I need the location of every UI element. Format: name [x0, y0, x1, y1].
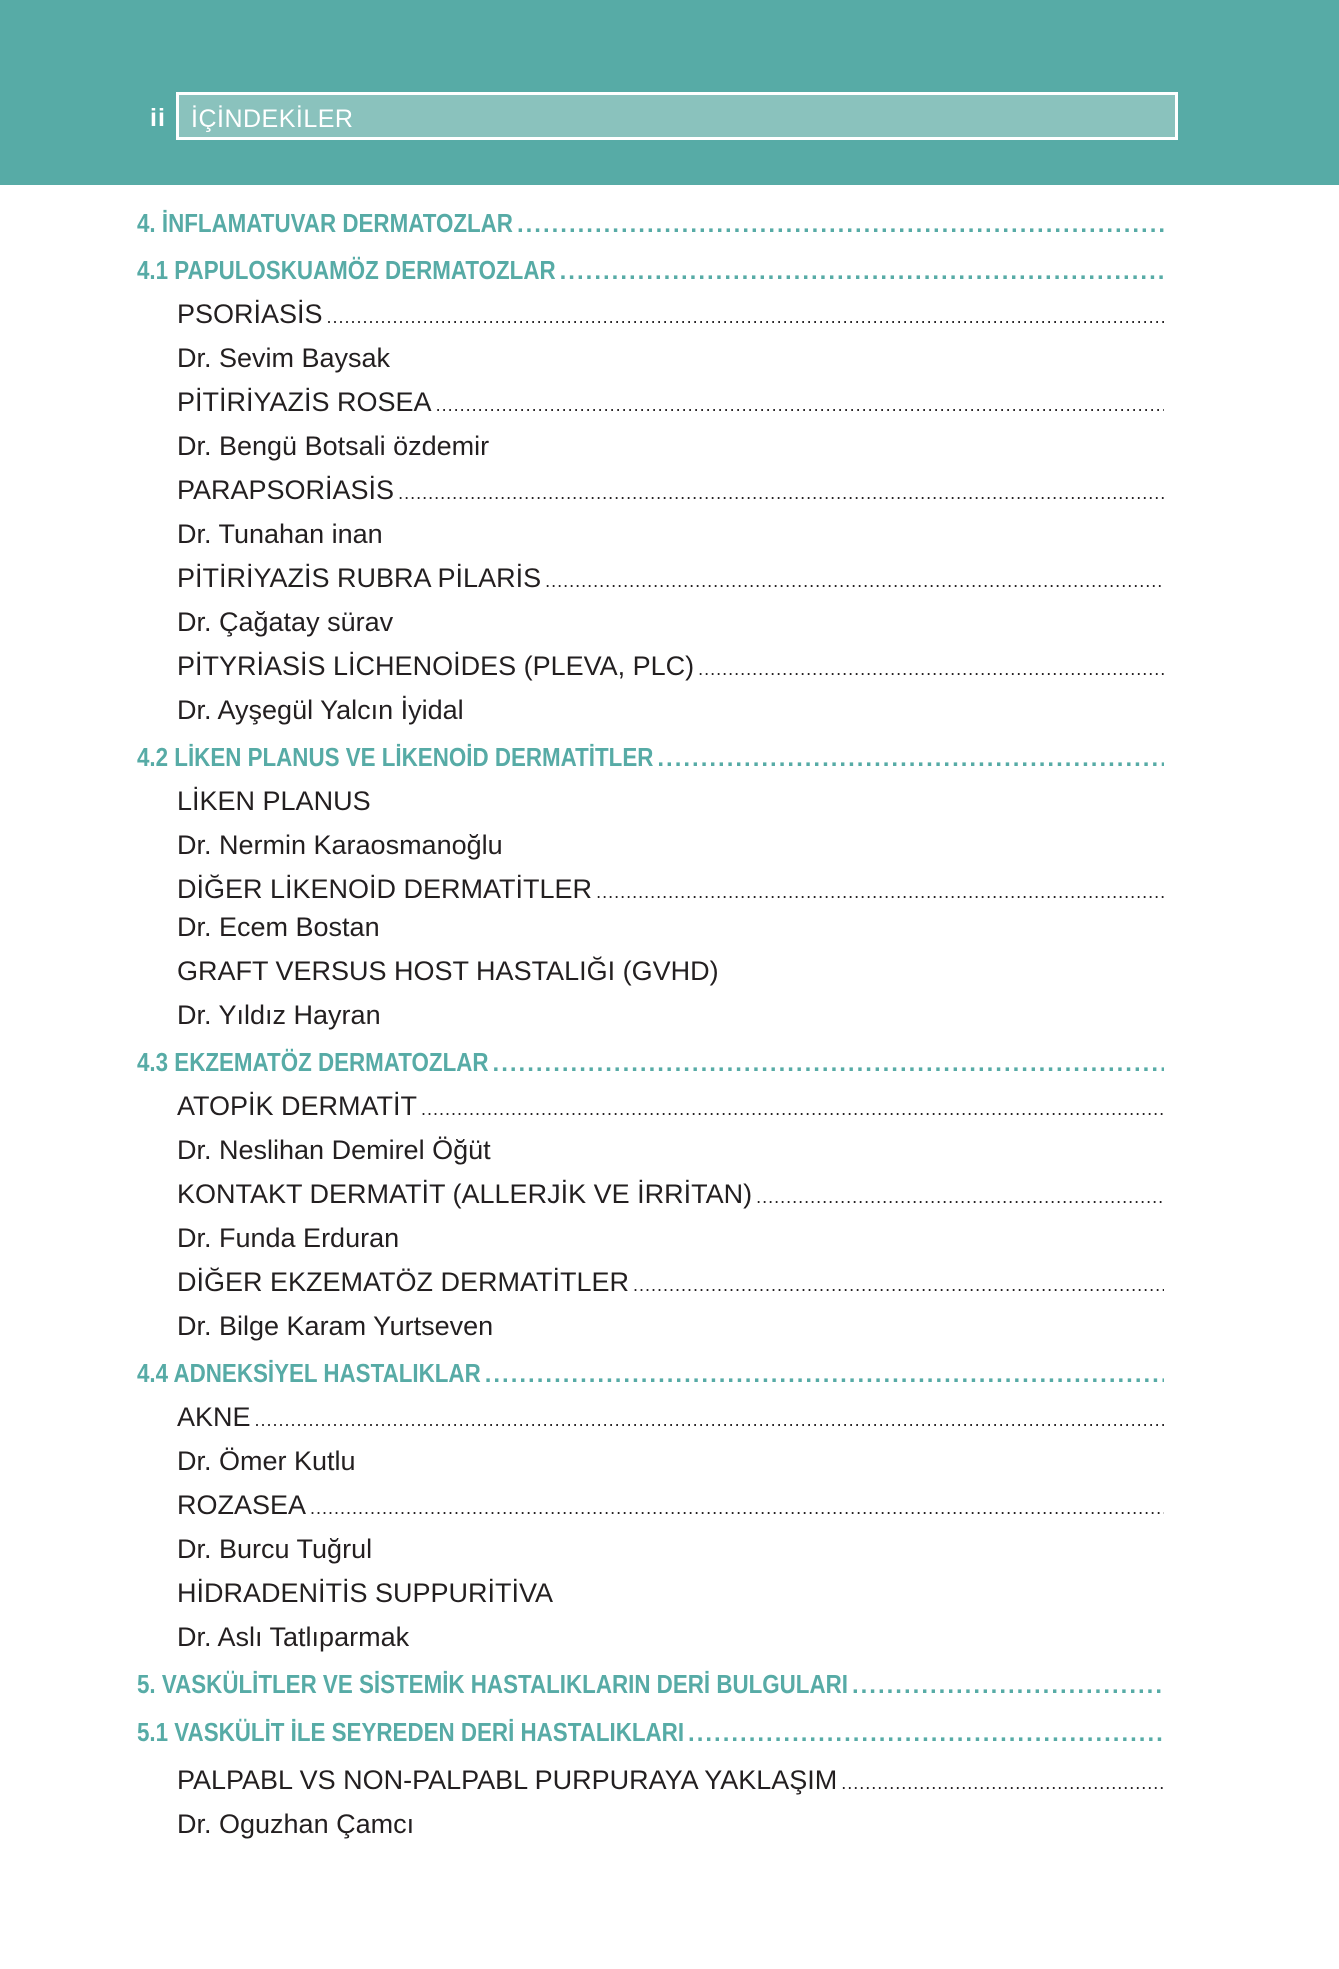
toc-entry — [177, 1179, 1164, 1210]
toc-label: 4. İNFLAMATUVAR DERMATOZLAR — [137, 208, 513, 238]
toc-entry — [177, 387, 1164, 418]
toc-label: Dr. Sevim Baysak — [177, 343, 391, 373]
toc-label: 4.2 LİKEN PLANUS VE LİKENOİD DERMATİTLER — [137, 742, 654, 772]
toc-author — [177, 1809, 1164, 1840]
header-band — [0, 0, 1339, 185]
dot-leader — [255, 1410, 1164, 1431]
toc-label: Dr. Funda Erduran — [177, 1223, 400, 1253]
toc-label: Dr. Bilge Karam Yurtseven — [177, 1311, 494, 1341]
dot-leader — [436, 395, 1164, 416]
toc-author — [177, 519, 1164, 550]
toc-label: AKNE — [177, 1402, 251, 1432]
dot-leader — [545, 571, 1164, 592]
dot-leader — [421, 1099, 1164, 1120]
dot-leader — [756, 1187, 1164, 1208]
toc-entry — [177, 651, 1164, 682]
toc-entry — [177, 786, 1164, 817]
toc-section-heading — [137, 255, 1164, 286]
toc-entry — [177, 1402, 1164, 1433]
toc-label: ROZASEA — [177, 1490, 307, 1520]
dot-leader — [841, 1773, 1164, 1794]
toc-author — [177, 695, 1164, 726]
dot-leader — [596, 882, 1164, 903]
dot-leader — [688, 1720, 1164, 1748]
toc-label: PİTİRİYAZİS ROSEA — [177, 387, 432, 417]
toc-entry — [177, 1578, 1164, 1609]
toc-section-heading — [137, 742, 1164, 773]
dot-leader — [560, 258, 1164, 286]
toc-label: PİTYRİASİS LİCHENOİDES (PLEVA, PLC) — [177, 651, 695, 681]
toc-author — [177, 1311, 1164, 1342]
page-title: İÇİNDEKİLER — [191, 105, 354, 133]
toc-label: HİDRADENİTİS SUPPURİTİVA — [177, 1578, 554, 1608]
toc-label: DİĞER EKZEMATÖZ DERMATİTLER — [177, 1267, 630, 1297]
dot-leader — [698, 659, 1164, 680]
toc-author — [177, 1622, 1164, 1653]
toc-section-heading — [137, 208, 1164, 239]
toc-author — [177, 1446, 1164, 1477]
dot-leader — [398, 483, 1164, 504]
toc-label: ATOPİK DERMATİT — [177, 1091, 418, 1121]
toc-entry — [177, 956, 1164, 987]
page-number: ii — [150, 104, 166, 132]
toc-label: KONTAKT DERMATİT (ALLERJİK VE İRRİTAN) — [177, 1179, 753, 1209]
toc-label: Dr. Burcu Tuğrul — [177, 1534, 373, 1564]
toc-label: DİĞER LİKENOİD DERMATİTLER — [177, 874, 593, 904]
toc-label: 5. VASKÜLİTLER VE SİSTEMİK HASTALIKLARIN DERİ BULGULARI — [137, 1669, 848, 1699]
toc-label: Dr. Nermin Karaosmanoğlu — [177, 830, 503, 860]
toc-label: Dr. Bengü Botsali özdemir — [177, 431, 490, 461]
dot-leader — [657, 745, 1164, 773]
toc-author — [177, 912, 1164, 943]
toc-author — [177, 431, 1164, 462]
toc-entry — [177, 563, 1164, 594]
toc-entry — [177, 874, 1164, 905]
toc-author — [177, 1000, 1164, 1031]
toc-entry — [177, 1091, 1164, 1122]
toc-label: PARAPSORİASİS — [177, 475, 395, 505]
toc-author — [177, 607, 1164, 638]
toc-author — [177, 1223, 1164, 1254]
dot-leader — [852, 1672, 1164, 1700]
toc-label: GRAFT VERSUS HOST HASTALIĞI (GVHD) — [177, 956, 719, 986]
toc-label: 4.1 PAPULOSKUAMÖZ DERMATOZLAR — [137, 255, 556, 285]
toc-label: LİKEN PLANUS — [177, 786, 371, 816]
toc-entry — [177, 299, 1164, 330]
toc-entry — [177, 1765, 1164, 1796]
toc-entry — [177, 475, 1164, 506]
dot-leader — [493, 1050, 1164, 1078]
toc-section-heading — [137, 1358, 1164, 1389]
toc-label: Dr. Oguzhan Çamcı — [177, 1809, 415, 1839]
toc-section-heading — [137, 1047, 1164, 1078]
dot-leader — [485, 1361, 1164, 1389]
toc-label: Dr. Ecem Bostan — [177, 912, 380, 942]
toc-label: PALPABL VS NON-PALPABL PURPURAYA YAKLAŞIM — [177, 1765, 838, 1795]
toc-label: Dr. Tunahan inan — [177, 519, 383, 549]
toc-section-heading — [137, 1669, 1164, 1700]
toc-section-heading — [137, 1717, 1164, 1748]
dot-leader — [517, 211, 1164, 239]
title-box — [176, 92, 1178, 140]
toc-label: Dr. Neslihan Demirel Öğüt — [177, 1135, 491, 1165]
toc-label: 5.1 VASKÜLİT İLE SEYREDEN DERİ HASTALIKLARI — [137, 1717, 685, 1747]
toc-author — [177, 1135, 1164, 1166]
toc-label: Dr. Çağatay sürav — [177, 607, 394, 637]
toc-entry — [177, 1490, 1164, 1521]
toc-label: Dr. Yıldız Hayran — [177, 1000, 381, 1030]
toc-label: 4.3 EKZEMATÖZ DERMATOZLAR — [137, 1047, 489, 1077]
toc-author — [177, 1534, 1164, 1565]
dot-leader — [633, 1275, 1164, 1296]
toc-author — [177, 343, 1164, 374]
dot-leader — [310, 1498, 1164, 1519]
toc-label: Dr. Ömer Kutlu — [177, 1446, 356, 1476]
dot-leader — [327, 307, 1164, 328]
toc-entry — [177, 1267, 1164, 1298]
toc-author — [177, 830, 1164, 861]
toc-label: PİTİRİYAZİS RUBRA PİLARİS — [177, 563, 542, 593]
toc-label: Dr. Aslı Tatlıparmak — [177, 1622, 410, 1652]
toc-label: PSORİASİS — [177, 299, 323, 329]
toc-label: 4.4 ADNEKSİYEL HASTALIKLAR — [137, 1358, 481, 1388]
toc-label: Dr. Ayşegül Yalcın İyidal — [177, 695, 464, 725]
